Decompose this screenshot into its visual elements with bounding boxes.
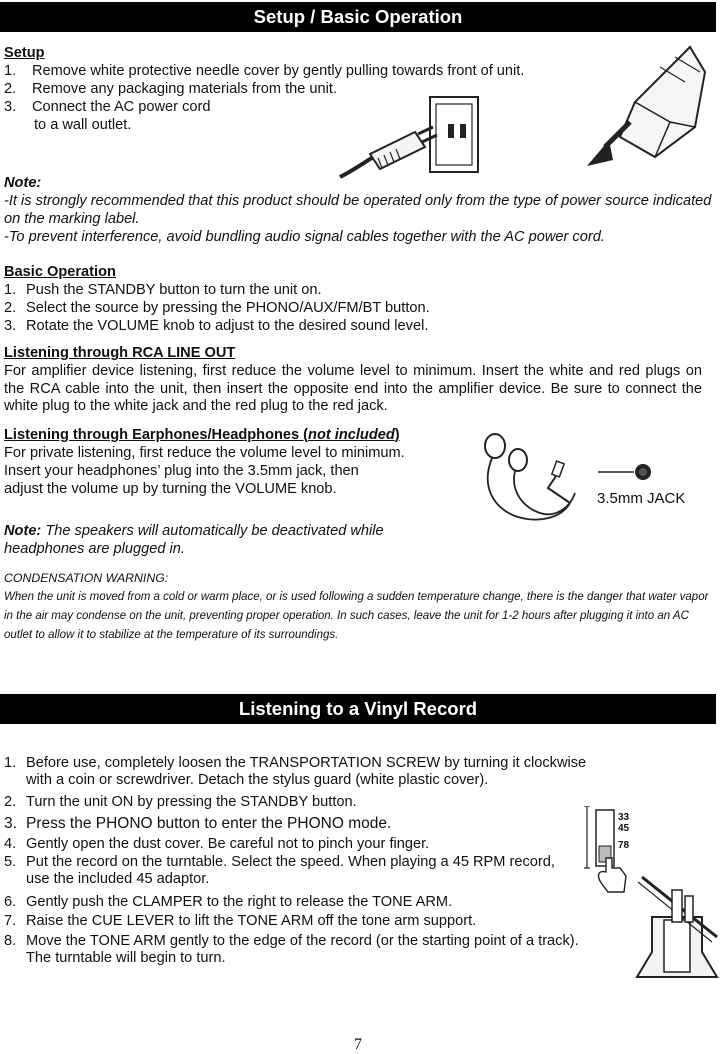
rca-heading: Listening through RCA LINE OUT xyxy=(4,345,236,361)
vinyl-step-3: 3. Press the PHONO button to enter the PHONO mode. xyxy=(4,815,392,832)
speed-78: 78 xyxy=(618,840,630,851)
vinyl-step-1: 1. Before use, completely loosen the TRANSPORTATION SCREW by turning it clockwise xyxy=(4,755,587,771)
speed-33: 33 xyxy=(618,812,630,823)
vinyl-step-7: 7. Raise the CUE LEVER to lift the TONE ARM off the tone arm support. xyxy=(4,913,477,929)
power-plug-illustration xyxy=(330,92,490,187)
vinyl-step-5-cont: use the included 45 adaptor. xyxy=(26,871,210,887)
setup-step-2: 2. Remove any packaging materials from the unit. xyxy=(4,81,337,97)
section-header-vinyl: Listening to a Vinyl Record xyxy=(0,694,716,724)
vinyl-step-5: 5. Put the record on the turntable. Select the speed. When playing a 45 RPM record, xyxy=(4,854,555,870)
page-number: 7 xyxy=(354,1036,362,1053)
jack-indicator-illustration xyxy=(598,458,658,488)
vinyl-step-6: 6. Gently push the CLAMPER to the right to release the TONE ARM. xyxy=(4,894,453,910)
jack-label: 3.5mm JACK xyxy=(597,490,686,507)
vinyl-step-8: 8. Move the TONE ARM gently to the edge of the record (or the starting point of a track). xyxy=(4,933,579,949)
rca-text: For amplifier device listening, first reduce the volume level to minimum. Insert the white and red plugs on the RCA cable into the unit, then insert the opposite end into the amplifier device. Be sure to connect the white plug to the white jack and the red plug to the red jack. xyxy=(4,363,702,414)
condensation-title: CONDENSATION WARNING: xyxy=(4,571,169,585)
setup-step-1: 1. Remove white protective needle cover by gently pulling towards front of unit. xyxy=(4,63,525,79)
earphones-line1: For private listening, first reduce the volume level to minimum. xyxy=(4,445,405,461)
earphones-line3: adjust the volume up by turning the VOLUME knob. xyxy=(4,481,337,497)
setup-heading: Setup xyxy=(4,45,45,61)
speed-45: 45 xyxy=(618,823,630,834)
basic-heading: Basic Operation xyxy=(4,264,116,280)
note1-label: Note: xyxy=(4,175,42,191)
basic-step-3: 3. Rotate the VOLUME knob to adjust to the desired sound level. xyxy=(4,318,429,334)
note1-line1: -It is strongly recommended that this product should be operated only from the type of power source indicated on the marking label. xyxy=(4,193,712,227)
note2: Note: The speakers will automatically be deactivated while headphones are plugged in. xyxy=(4,523,384,557)
basic-step-2: 2. Select the source by pressing the PHONO/AUX/FM/BT button. xyxy=(4,300,430,316)
tone-arm-illustration xyxy=(632,872,720,984)
setup-step-3: 3. Connect the AC power cord xyxy=(4,99,211,115)
vinyl-step-4: 4. Gently open the dust cover. Be careful not to pinch your finger. xyxy=(4,836,430,852)
note1-line2: -To prevent interference, avoid bundling audio signal cables together with the AC power cord. xyxy=(4,229,605,245)
earphones-heading: Listening through Earphones/Headphones (not included) xyxy=(4,427,400,443)
vinyl-step-8-cont: The turntable will begin to turn. xyxy=(26,950,226,966)
vinyl-step-2: 2. Turn the unit ON by pressing the STANDBY button. xyxy=(4,794,357,810)
stylus-cover-illustration xyxy=(575,42,715,182)
setup-step-3-cont: to a wall outlet. xyxy=(34,117,132,133)
earphones-line2: Insert your headphones’ plug into the 3.5mm jack, then xyxy=(4,463,359,479)
vinyl-step-1-cont: with a coin or screwdriver. Detach the stylus guard (white plastic cover). xyxy=(26,772,489,788)
section-header-setup: Setup / Basic Operation xyxy=(0,2,716,32)
basic-step-1: 1. Push the STANDBY button to turn the unit on. xyxy=(4,282,322,298)
condensation-text: When the unit is moved from a cold or warm place, or is used following a sudden temperature change, there is the danger that water vapor in the air may condense on the unit, preventing proper operation. In such cases, leave the unit for 1-2 hours after plugging it into an AC outlet to allow it to stabilize at the temperature of its surroundings. xyxy=(4,591,709,641)
